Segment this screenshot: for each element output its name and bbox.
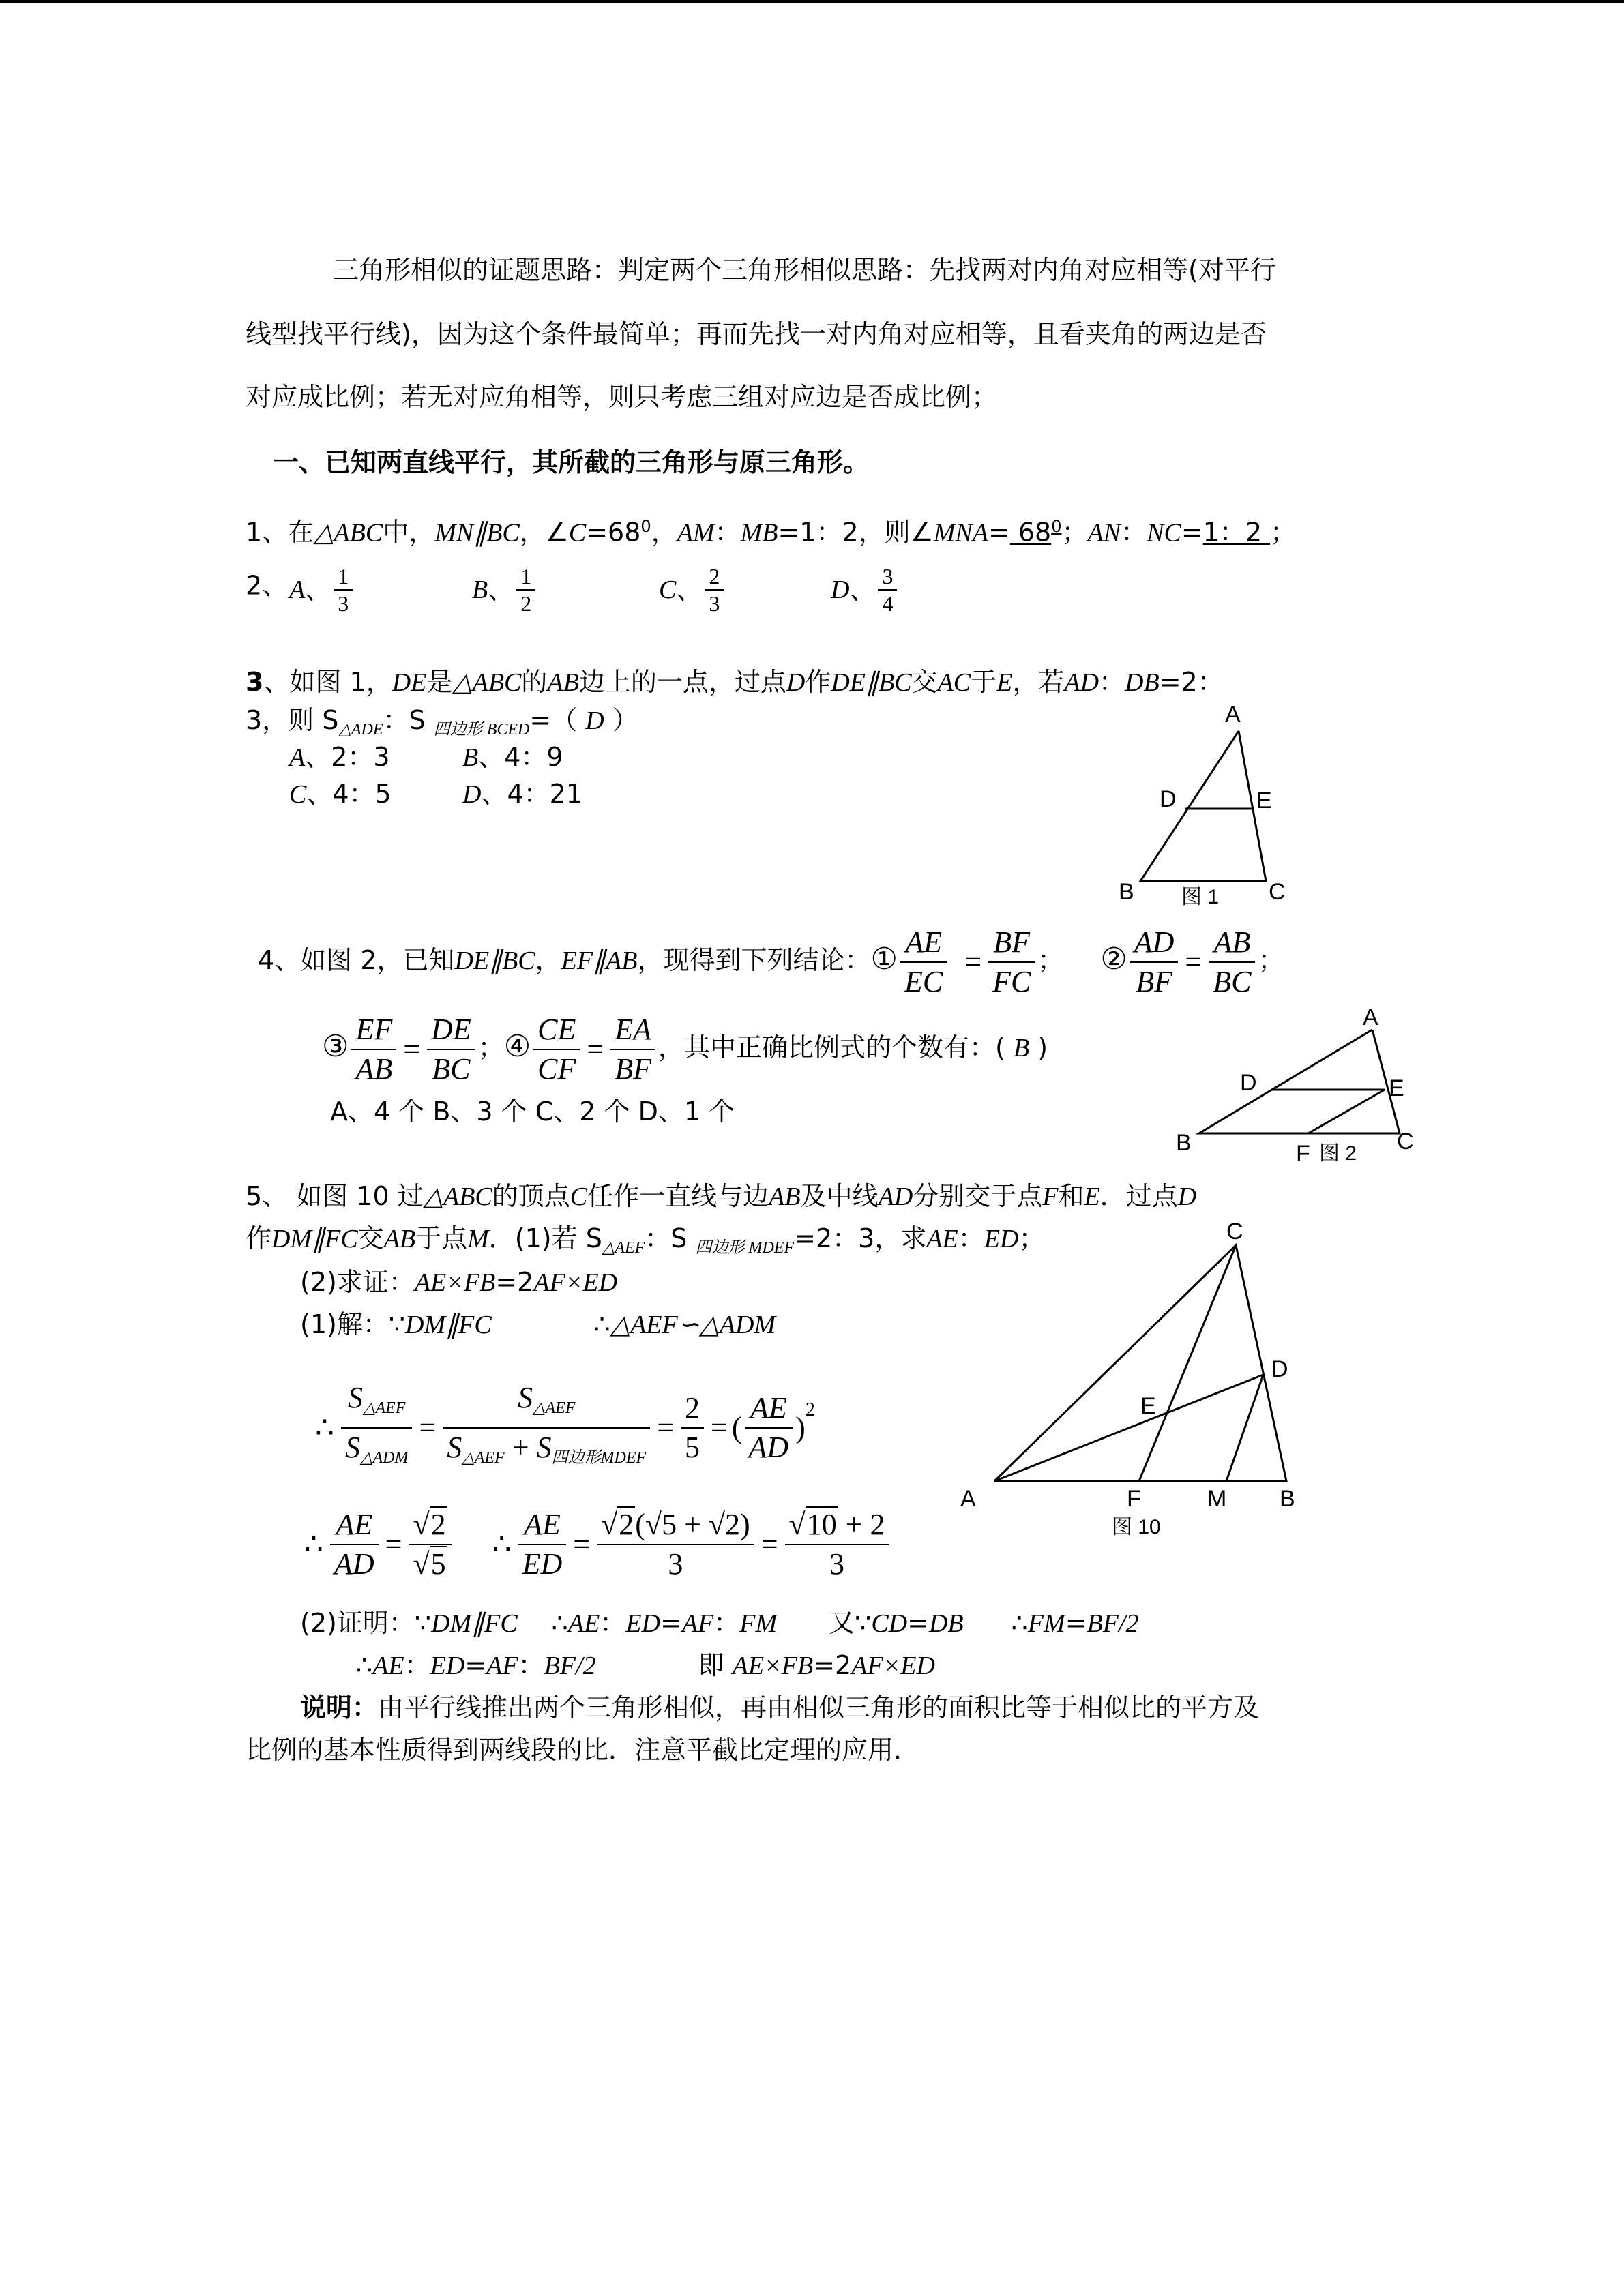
fig1-caption: 图 1 [1181,886,1220,908]
q1-parallel: MN∥BC [434,518,520,548]
frac-den: AB [355,1052,393,1086]
numerator-rest: (√5 + √2) [635,1507,750,1541]
fig2-label-a: A [1363,1004,1378,1030]
frac-den: BC [432,1052,471,1086]
q5-text: 作 [246,1223,272,1253]
q5-text: ： [518,1650,544,1680]
note-label: 说明： [300,1693,379,1723]
frac-den: EC [904,964,943,998]
q4-text: ) [1029,1032,1048,1062]
q1-text: ， [651,517,677,548]
q5-text: ： [713,1608,740,1638]
q1-text: =68 [586,517,641,548]
frac-num: 1 [516,563,535,591]
frac-num: AE [900,923,947,963]
q3-parallel: DE∥BC [831,668,912,697]
frac-den: BC [1213,964,1252,998]
q5-math: △AEF∽△ADM [610,1311,776,1339]
q1-angle-c: C [568,518,587,548]
q3-db: DB [1125,668,1160,697]
q4-separator: ； [1258,945,1284,975]
q5-equation-1 [311,1362,815,1467]
q5-text: =2：3，求 [794,1223,927,1253]
frac-den: 5 [685,1430,700,1464]
q5-text: ： [404,1650,430,1680]
fig2-label-e: E [1389,1075,1404,1101]
frac-den: ED [522,1547,563,1581]
numerator-rest: + 2 [838,1507,885,1541]
q4-text: ，其中正确比例式的个数有：( [658,1032,1014,1062]
q5-ab: AB [769,1182,801,1211]
q3-text: ： [1099,667,1125,697]
q4-f1-right [988,923,1035,1001]
option-letter: A [289,576,306,604]
fig2-caption: 图 2 [1319,1142,1357,1165]
q5-proof-line-2 [356,1649,935,1682]
option-letter: D [831,576,850,604]
q5-note-line-1 [300,1691,1259,1724]
q1-answer-1: 68 [1009,517,1052,548]
q5-math: ED [430,1652,465,1680]
q5-e: E [1084,1182,1100,1211]
option-letter: C [289,780,307,809]
q5-text: ∴ [551,1608,568,1638]
q1-text: ； [1061,517,1088,548]
q1-text: = [1181,517,1203,548]
q1-text: ： [1121,517,1147,548]
q5-text: = [660,1608,682,1638]
frac-num: AB [1209,923,1255,963]
q2-number: 2、 [246,570,289,601]
fig2-label-d: D [1240,1070,1257,1096]
q5-m: M [467,1225,489,1253]
q4-separator: ； [1037,945,1064,975]
q5-c: C [570,1182,588,1211]
option-text: 、4：5 [306,779,392,809]
q5-math: BF [1087,1609,1119,1638]
q3-answer: D [585,706,604,735]
q3-text: 交 [911,667,938,697]
therefore-symbol: ∴ [492,1527,512,1561]
q5-text: 又∵ [829,1608,872,1638]
q1-answer-1-degree: 0 [1051,517,1062,536]
frac-num: 2 [681,1389,704,1429]
s: S [518,1380,533,1414]
radicand: 2 [430,1507,446,1541]
equals: = [711,1410,728,1444]
q5-text: =2 [495,1267,534,1297]
fig10-label-m: M [1207,1486,1227,1512]
frac-num: DE [427,1011,475,1050]
q5-parallel: DM∥FC [271,1225,358,1253]
q5-text: 即 [698,1650,724,1680]
frac-num: AD [1130,923,1179,963]
q5-text: ．(1)若 S [488,1223,602,1253]
q3-text: ：S [383,705,434,735]
q5-solution-line-1 [300,1308,776,1341]
q5-d: D [1177,1182,1197,1211]
fig10-label-e: E [1140,1393,1156,1419]
option-sep: 、 [676,575,703,605]
q3-text: =2： [1159,667,1224,697]
q5-math: AE [372,1652,404,1680]
q4-de-bc: DE∥BC [454,946,535,975]
q1-am: AM [677,518,715,548]
frac-den: 3 [338,591,349,616]
q5-math: /2 [1118,1609,1139,1638]
sub: △AEF [363,1399,406,1417]
q5-text: = [1065,1608,1087,1638]
q3-d: D [786,668,806,697]
q3-de: DE [392,668,427,697]
fig1-label-a: A [1225,702,1241,728]
q5-math: DM∥FC [431,1609,518,1638]
q3-text: 是 [426,667,453,697]
q5-subscript: 四边形 MDEF [695,1239,795,1257]
q5-text: 分别交于点 [913,1181,1043,1211]
q4-text: ，现得到下列结论： [637,945,871,975]
eq1-frac-2 [443,1379,650,1477]
q3-ac: AC [937,668,971,697]
sub: △AEF [462,1448,505,1467]
figure-2 [1199,1030,1400,1133]
option-letter: D [462,780,482,809]
question-5-line-2 [246,1222,1044,1264]
question-4-line-1: 4、如图 2，已知DE∥BC，EF∥AB，现得到下列结论：① $\frac{AE}{EC}$ = $\frac{BF}{FC}$ ； ② $\frac{AD}{BF}$ = $\frac{AB}{BC}$ ； [258,922,1284,997]
q5-text: ： [958,1223,984,1253]
q5-text: ．过点 [1099,1181,1178,1211]
q1-text: ，∠ [519,517,569,548]
q5-text: ∴ [593,1309,610,1339]
fig1-label-b: B [1119,879,1134,905]
q5-text: 的顶点 [492,1181,570,1211]
section-1-heading: 一、已知两直线平行，其所截的三角形与原三角形。 [273,447,870,477]
option-sep: 、 [305,575,331,605]
fig2-label-c: C [1397,1129,1414,1154]
q5-math: AE×FB [414,1268,496,1297]
q1-an: AN [1087,518,1121,548]
q1-text: =1：2，则∠ [778,517,934,548]
eq2-frac-3 [518,1506,567,1583]
fig2-triangle [1199,1030,1400,1133]
eq1-frac-4 [745,1389,793,1467]
frac-num: 3 [878,563,897,591]
option-text: 、4：9 [478,742,563,772]
q5-equation-2 [300,1495,892,1590]
frac-den: CF [537,1052,576,1086]
figure-10 [994,1245,1286,1481]
q5-f: F [1042,1182,1059,1211]
frac-num: CE [533,1011,580,1050]
fig10-label-b: B [1280,1486,1295,1512]
q4-f4-right [610,1011,655,1088]
fig10-median-ad [994,1375,1263,1481]
q5-text: ：S [645,1223,696,1253]
q4-text: ， [535,945,561,975]
q4-circle-1: ① [870,942,898,976]
frac-num: BF [988,923,1035,963]
s: S [447,1430,462,1464]
q1-mb: MB [740,518,778,548]
fig1-label-c: C [1269,879,1286,905]
q3-text: 作 [805,667,831,697]
therefore-symbol: ∴ [315,1410,334,1444]
q5-text: (2)证明：∵ [300,1608,432,1638]
q3-number: 3 [246,667,264,697]
sub: △ADM [360,1448,409,1467]
radicand: 5 [430,1547,446,1581]
intro-line-3: 对应成比例；若无对应角相等，则只考虑三组对应边是否成比例； [246,382,998,412]
q4-text: 4、如图 2，已知 [258,945,455,975]
q5-text: ： [600,1608,626,1638]
frac-num: 1 [334,563,353,591]
q1-text: ： [714,517,741,548]
frac-den: 3 [668,1547,683,1581]
option-sep: 、 [488,575,514,605]
option-letter: C [659,576,677,604]
sqrt: √ [413,1507,430,1541]
q3-subscript: △ADE [338,721,383,739]
exponent: 2 [805,1399,815,1420]
q5-math: /2 [576,1652,596,1680]
q5-text: =2 [813,1650,852,1680]
eq2-frac-5 [785,1506,889,1583]
q5-proof-line-1 [300,1607,1139,1640]
frac-den: AD [748,1430,789,1464]
q1-answer-2: 1：2 [1202,517,1271,548]
equals: = [573,1527,591,1561]
q5-math: BF [544,1652,576,1680]
q5-triangle: △ABC [423,1182,492,1211]
q4-f2-left [1130,923,1179,1001]
q3-text: =（ [529,705,586,735]
sqrt: √ [788,1507,806,1541]
q3-text: ） [604,705,638,735]
q5-ae: AE [926,1225,958,1253]
fig10-caption: 图 10 [1112,1516,1161,1538]
q5-text: = [464,1650,487,1680]
frac-den: BF [1136,964,1172,998]
eq2-frac-4 [597,1506,754,1583]
q3-text: 、如图 1， [263,667,392,697]
q5-math: DB [928,1609,964,1638]
q3-ad: AD [1064,668,1099,697]
q5-ad: AD [878,1182,913,1211]
q3-text: 边上的一点，过点 [578,667,786,697]
q5-text: ∴ [1011,1608,1028,1638]
q3-text: 3，则 S [246,705,339,735]
q5-text: 于点 [415,1223,468,1253]
fig10-label-d: D [1271,1356,1288,1382]
q5-math: AF [486,1652,518,1680]
fig10-line-dm [1226,1375,1263,1481]
radicand: 2 [619,1507,634,1541]
frac-den: 3 [709,591,720,616]
q5-math: FM [1027,1609,1065,1638]
frac-num: EA [610,1011,655,1050]
q1-text: = [988,517,1010,548]
question-4-line-2: ③ $\frac{EF}{AB}$ = $\frac{DE}{BC}$ ；④ $\frac{CE}{CF}$ = $\frac{EA}{BF}$ ，其中正确比例式的个数有：( B ) [322,1009,1048,1084]
fig2-label-f: F [1296,1141,1310,1167]
q5-text: 5、 如图 10 过 [246,1181,424,1211]
fig10-label-f: F [1127,1486,1141,1512]
q5-ab: AB [383,1225,416,1253]
fig10-label-c: C [1226,1219,1243,1244]
note-text: 由平行线推出两个三角形相似，再由相似三角形的面积比等于相似比的平方及 [378,1693,1260,1723]
frac-den: 2 [520,591,532,616]
frac-num: AE [518,1506,567,1545]
q5-text: 和 [1058,1181,1084,1211]
sub: 四边形MDEF [551,1448,647,1467]
fig2-label-b: B [1176,1130,1192,1156]
q5-math: AF×ED [533,1268,618,1297]
q5-text: ； [1018,1223,1045,1253]
q1-text: ； [1270,517,1297,548]
fig10-triangle [994,1245,1286,1481]
q5-note-line-2: 比例的基本性质得到两线段的比．注意平截比定理的应用． [246,1735,920,1765]
q4-f4-left [533,1011,580,1088]
q4-circle-4: ④ [503,1029,531,1064]
sqrt: √ [601,1507,618,1541]
equals: = [761,1527,778,1561]
paren: ) [795,1410,806,1444]
equals: = [657,1410,675,1444]
question-5-line-1 [246,1180,1196,1213]
q5-math: ED [625,1609,660,1638]
q4-answer: B [1013,1034,1030,1062]
q5-text: = [907,1608,929,1638]
option-letter: A [289,743,306,772]
s: S [536,1430,552,1464]
q5-math: FM [739,1609,778,1638]
equals: = [419,1410,437,1444]
q5-text: (1)解：∵ [300,1309,406,1339]
q5-math: AF [681,1609,714,1638]
q5-text: 任作一直线与边 [587,1181,769,1211]
fig10-label-a: A [960,1486,976,1512]
eq2-frac-2 [409,1506,451,1583]
frac-num: AE [745,1389,793,1429]
eq2-frac-1 [330,1506,379,1583]
radicand: 10 [806,1507,837,1541]
frac-den: 4 [882,591,894,616]
frac-den: BF [615,1052,651,1086]
q5-text: 及中线 [800,1181,879,1211]
option-text: 、2：3 [305,742,390,772]
equals: = [385,1527,402,1561]
option-letter: B [472,576,488,604]
plus: + [512,1430,529,1464]
s: S [345,1430,360,1464]
q3-subscript: 四边形 BCED [433,721,530,739]
therefore-symbol: ∴ [304,1527,323,1561]
q5-to-prove [300,1266,617,1299]
frac-den: 3 [829,1547,845,1581]
q1-text: 中， [383,517,435,548]
q4-f3-left [351,1011,396,1088]
q5-text: ∴ [356,1650,373,1680]
option-sep: 、 [849,575,876,605]
q4-f3-right [427,1011,475,1088]
q5-math: AF×ED [851,1652,935,1680]
s: S [348,1380,363,1414]
q4-circle-3: ③ [322,1029,349,1064]
q4-ef-ab: EF∥AB [561,946,638,975]
option-letter: B [462,743,479,772]
sqrt: √ [413,1547,430,1581]
q3-ab: AB [547,668,579,697]
intro-line-1: 三角形相似的证题思路：判定两个三角形相似思路：先找两对内角对应相等(对平行 [333,255,1276,285]
frac-num: AE [330,1506,379,1545]
q1-degree: 0 [640,517,651,536]
q1-nc: NC [1147,518,1181,548]
fig10-line-cf [1139,1245,1236,1481]
q4-separator: ； [477,1032,504,1062]
q1-triangle: △ABC [314,518,383,548]
q5-math: AE [567,1609,600,1638]
q3-e: E [996,668,1013,697]
q5-math: AE×FB [732,1652,814,1680]
frac-den: AD [334,1547,374,1581]
q4-options: A、4 个 B、3 个 C、2 个 D、1 个 [330,1097,735,1127]
q5-math: DM∥FC [405,1311,492,1339]
q4-f2-right [1209,923,1255,1001]
sub: △AEF [533,1399,576,1417]
q3-triangle: △ABC [452,668,522,697]
frac-num: EF [351,1011,396,1050]
eq1-frac-3 [681,1389,704,1467]
q3-text: 的 [521,667,548,697]
q5-ed: ED [984,1225,1019,1253]
eq1-frac-1 [341,1379,412,1477]
option-text: 、4：21 [481,779,582,809]
q5-text: 交 [357,1223,384,1253]
q4-f1-left [900,923,947,1001]
q1-text: 1、在 [246,517,314,548]
fig1-label-e: E [1256,788,1272,814]
q4-circle-2: ② [1100,942,1127,976]
paren: ( [731,1410,742,1444]
q3-text: 于 [971,667,997,697]
fig1-label-d: D [1160,786,1177,812]
frac-num: 2 [705,563,724,591]
frac-den: FC [992,964,1031,998]
q1-angle-mna: MNA [933,518,988,548]
q5-subscript: △AEF [602,1239,645,1257]
intro-line-2: 线型找平行线)，因为这个条件最简单；再而先找一对内角对应相等，且看夹角的两边是否 [246,319,1267,349]
q5-math: CD [871,1609,908,1638]
fig2-segment-ef [1308,1090,1385,1133]
q5-text: (2)求证： [300,1267,415,1297]
q3-text: ，若 [1012,667,1065,697]
